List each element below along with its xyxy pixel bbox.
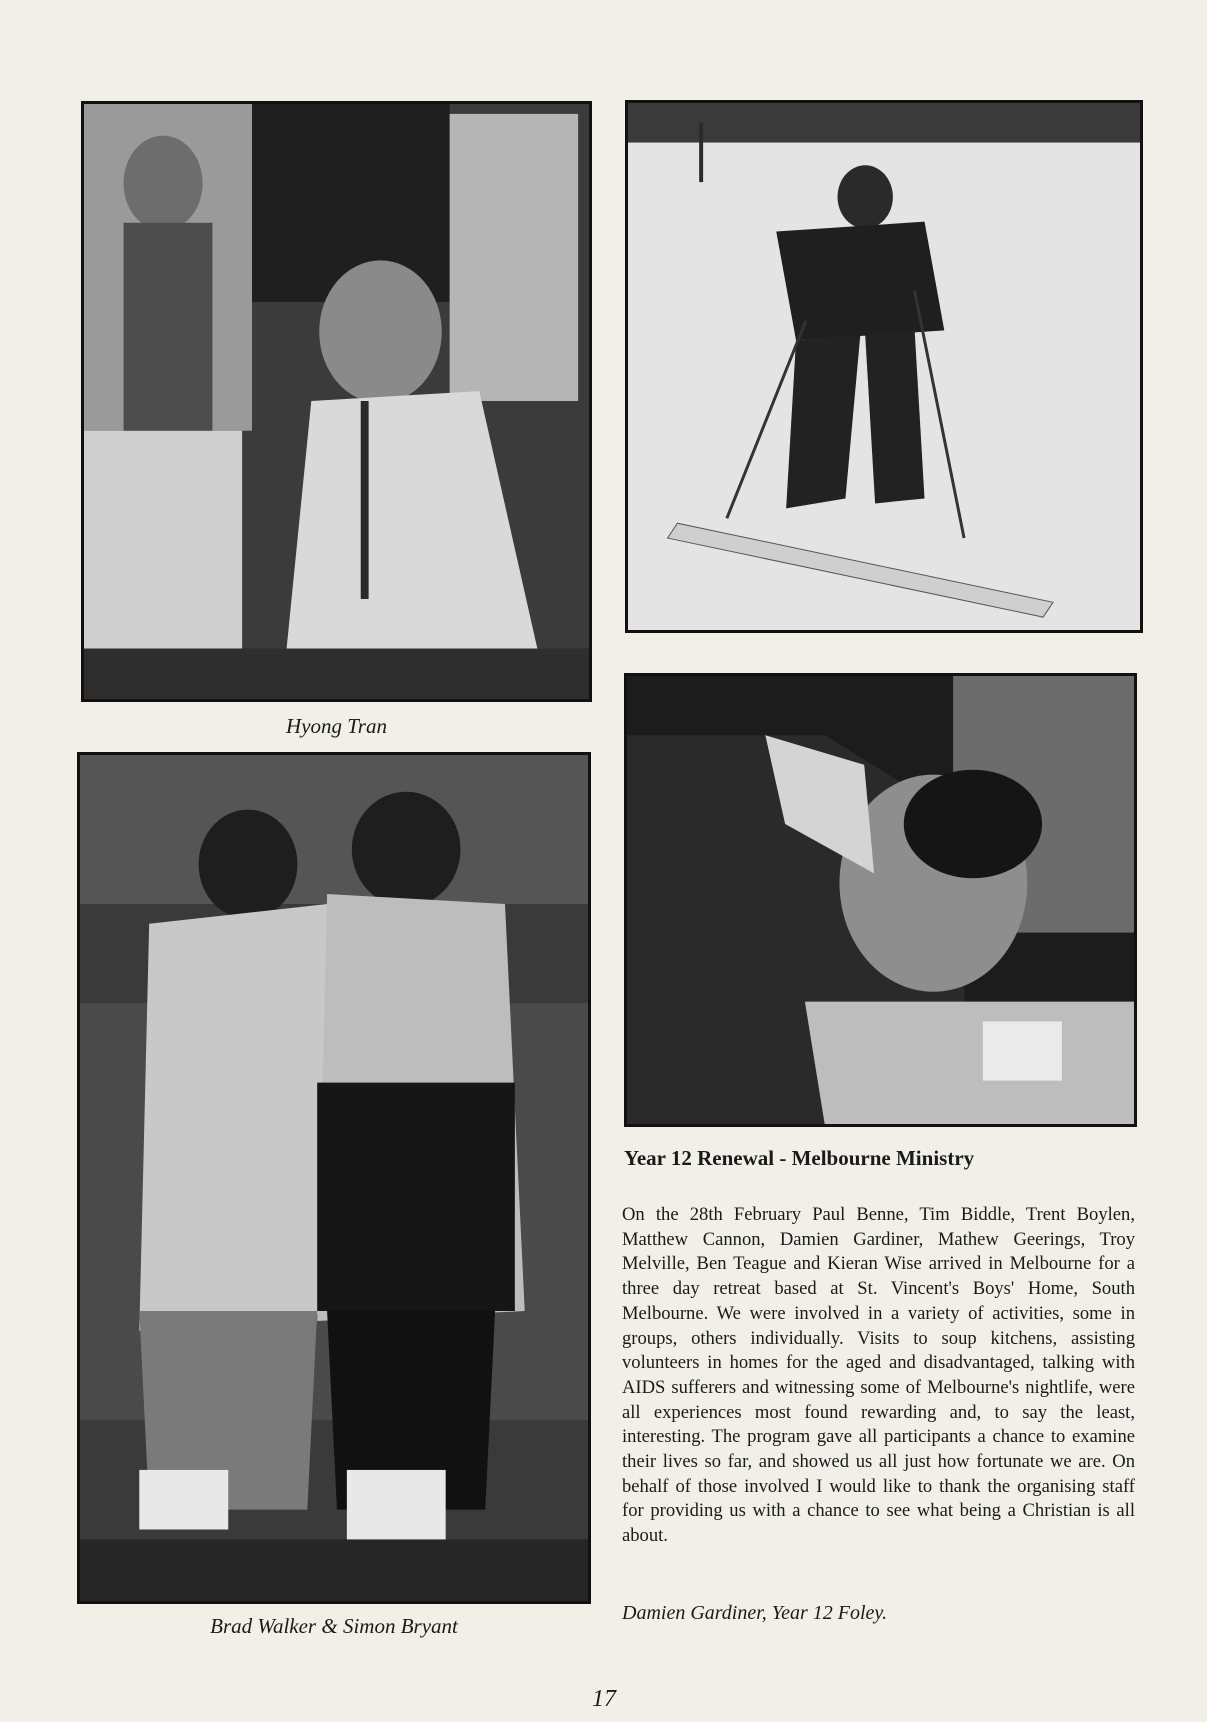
- photo-student-working: [624, 673, 1137, 1127]
- caption-top-left: Hyong Tran: [286, 714, 387, 738]
- article-heading: Year 12 Renewal - Melbourne Ministry: [624, 1146, 975, 1170]
- photo-student-classroom: [81, 101, 592, 702]
- article-byline: Damien Gardiner, Year 12 Foley.: [622, 1602, 888, 1624]
- caption-bottom-left: Brad Walker & Simon Bryant: [210, 1614, 458, 1638]
- photo-skier: [625, 100, 1143, 633]
- article-body: On the 28th February Paul Benne, Tim Biddle, Trent Boylen, Matthew Cannon, Damien Gardiner, Mathew Geerings, Troy Melville, Ben Teague and Kieran Wise arrived in Melbourne for a three day retreat based at St. Vincent's Boys' Home, South Melbourne. We were involved in a variety of activities, some in groups, others individually. Visits to soup kitchens, assisting volunteers in homes for the aged and disadvantaged, talking with AIDS sufferers and witnessing some of Melbourne's nightlife, were all experiences most found rewarding and, to say the least, interesting. The program gave all participants a chance to examine their lives so far, and showed us all just how fortunate we are. On behalf of those involved I would like to thank the organising staff for providing us with a chance to see what being a Christian is all about.: [622, 1204, 1135, 1547]
- page-number: 17: [592, 1686, 616, 1712]
- photo-students-ski-gear: [77, 752, 591, 1604]
